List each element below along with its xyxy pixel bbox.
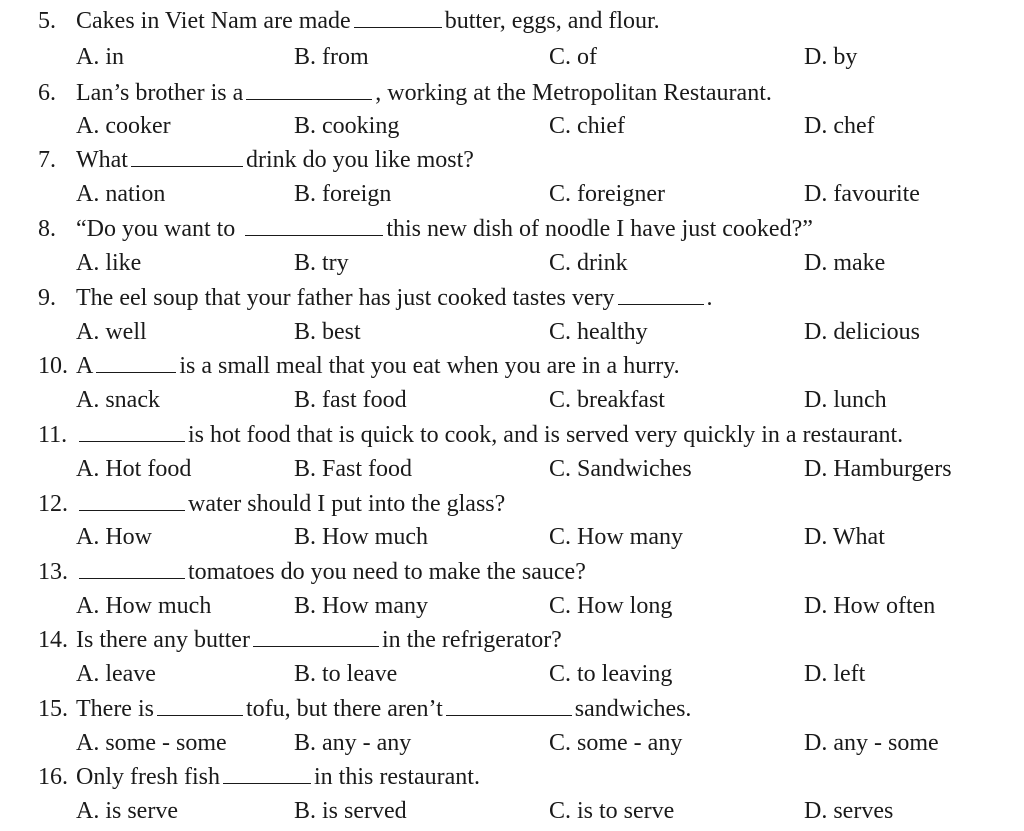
answer-blank [245,213,383,236]
option-c: C. healthy [549,319,648,345]
question-text: A [76,353,94,379]
option-a: A. Hot food [76,456,192,482]
option-b: B. Fast food [294,456,413,482]
option-a: A. like [76,250,142,276]
question-text: tomatoes do you need to make the sauce? [188,559,586,585]
question-stem [38,143,474,177]
answer-blank [79,419,185,442]
answer-blank [96,350,176,373]
option-a: A. in [76,44,124,70]
option-c: C. of [549,44,597,70]
option-c: C. drink [549,250,628,276]
option-d: D. make [804,250,886,276]
question-number: 6. [38,80,56,106]
answer-blank [246,77,372,100]
option-a: A. How much [76,593,212,619]
option-c: C. breakfast [549,387,665,413]
option-b: B. How many [294,593,428,619]
option-a: A. some - some [76,730,227,756]
question-text: “Do you want to [76,216,236,242]
option-b: B. foreign [294,181,392,207]
option-d: D. Hamburgers [804,456,952,482]
question-text: in the refrigerator? [381,627,562,653]
answer-blank [253,624,379,647]
option-a: A. nation [76,181,166,207]
question-stem [38,760,480,794]
answer-blank [79,488,185,511]
answer-blank [157,693,243,716]
question-text: Cakes in Viet Nam are made [76,8,351,34]
question-text: is hot food that is quick to cook, and is served very quickly in a restaurant. [188,422,904,448]
question-number: 5. [38,8,56,34]
question-text: butter, eggs, and flour. [444,8,660,34]
question-stem [38,281,713,315]
question-number: 16. [38,764,68,790]
question-number: 11. [38,422,68,448]
question-stem [38,349,680,383]
option-b: B. How much [294,524,428,550]
option-a: A. How [76,524,152,550]
option-c: C. to leaving [549,661,673,687]
question-number: 9. [38,285,56,311]
answer-blank [446,693,572,716]
option-b: B. cooking [294,113,400,139]
option-d: D. favourite [804,181,920,207]
option-b: B. fast food [294,387,407,413]
question-text: tofu, but there aren’t [245,696,443,722]
question-number: 15. [38,696,68,722]
question-text: this new dish of noodle I have just cooked?” [386,216,813,242]
question-text: The eel soup that your father has just cooked tastes very [76,285,615,311]
question-number: 7. [38,147,56,173]
option-b: B. from [294,44,369,70]
option-a: A. leave [76,661,156,687]
option-c: C. some - any [549,730,683,756]
option-b: B. try [294,250,349,276]
option-c: C. chief [549,113,625,139]
answer-blank [131,144,243,167]
option-d: D. How often [804,593,936,619]
option-d: D. What [804,524,885,550]
option-d: D. serves [804,798,894,824]
question-stem [38,418,903,452]
question-text: What [76,147,128,173]
option-d: D. delicious [804,319,920,345]
option-c: C. Sandwiches [549,456,692,482]
option-c: C. is to serve [549,798,675,824]
question-stem [38,623,562,657]
option-d: D. left [804,661,866,687]
question-number: 13. [38,559,68,585]
option-d: D. any - some [804,730,939,756]
question-text: is a small meal that you eat when you are in a hurry. [179,353,680,379]
option-d: D. lunch [804,387,887,413]
option-b: B. is served [294,798,407,824]
option-a: A. snack [76,387,160,413]
question-number: 14. [38,627,68,653]
question-stem [38,76,772,110]
question-number: 8. [38,216,56,242]
question-text: Is there any butter [76,627,250,653]
question-text: drink do you like most? [245,147,474,173]
question-text: There is [76,696,154,722]
question-stem [38,4,660,38]
question-text: in this restaurant. [313,764,480,790]
question-text: Only fresh fish [76,764,220,790]
question-text: , working at the Metropolitan Restaurant. [375,80,772,106]
question-text: water should I put into the glass? [188,491,506,517]
option-a: A. cooker [76,113,171,139]
option-c: C. How long [549,593,673,619]
question-stem [38,692,691,726]
answer-blank [354,5,442,28]
question-stem [38,212,813,246]
question-stem [38,487,505,521]
option-a: A. well [76,319,147,345]
question-stem [38,555,586,589]
answer-blank [79,556,185,579]
question-number: 10. [38,353,68,379]
option-c: C. foreigner [549,181,665,207]
option-a: A. is serve [76,798,178,824]
option-b: B. any - any [294,730,412,756]
option-d: D. by [804,44,858,70]
answer-blank [618,282,704,305]
question-text: Lan’s brother is a [76,80,244,106]
option-d: D. chef [804,113,875,139]
question-text: sandwiches. [574,696,692,722]
option-c: C. How many [549,524,683,550]
question-text: . [706,285,713,311]
answer-blank [223,761,311,784]
option-b: B. best [294,319,361,345]
option-b: B. to leave [294,661,398,687]
question-number: 12. [38,491,68,517]
